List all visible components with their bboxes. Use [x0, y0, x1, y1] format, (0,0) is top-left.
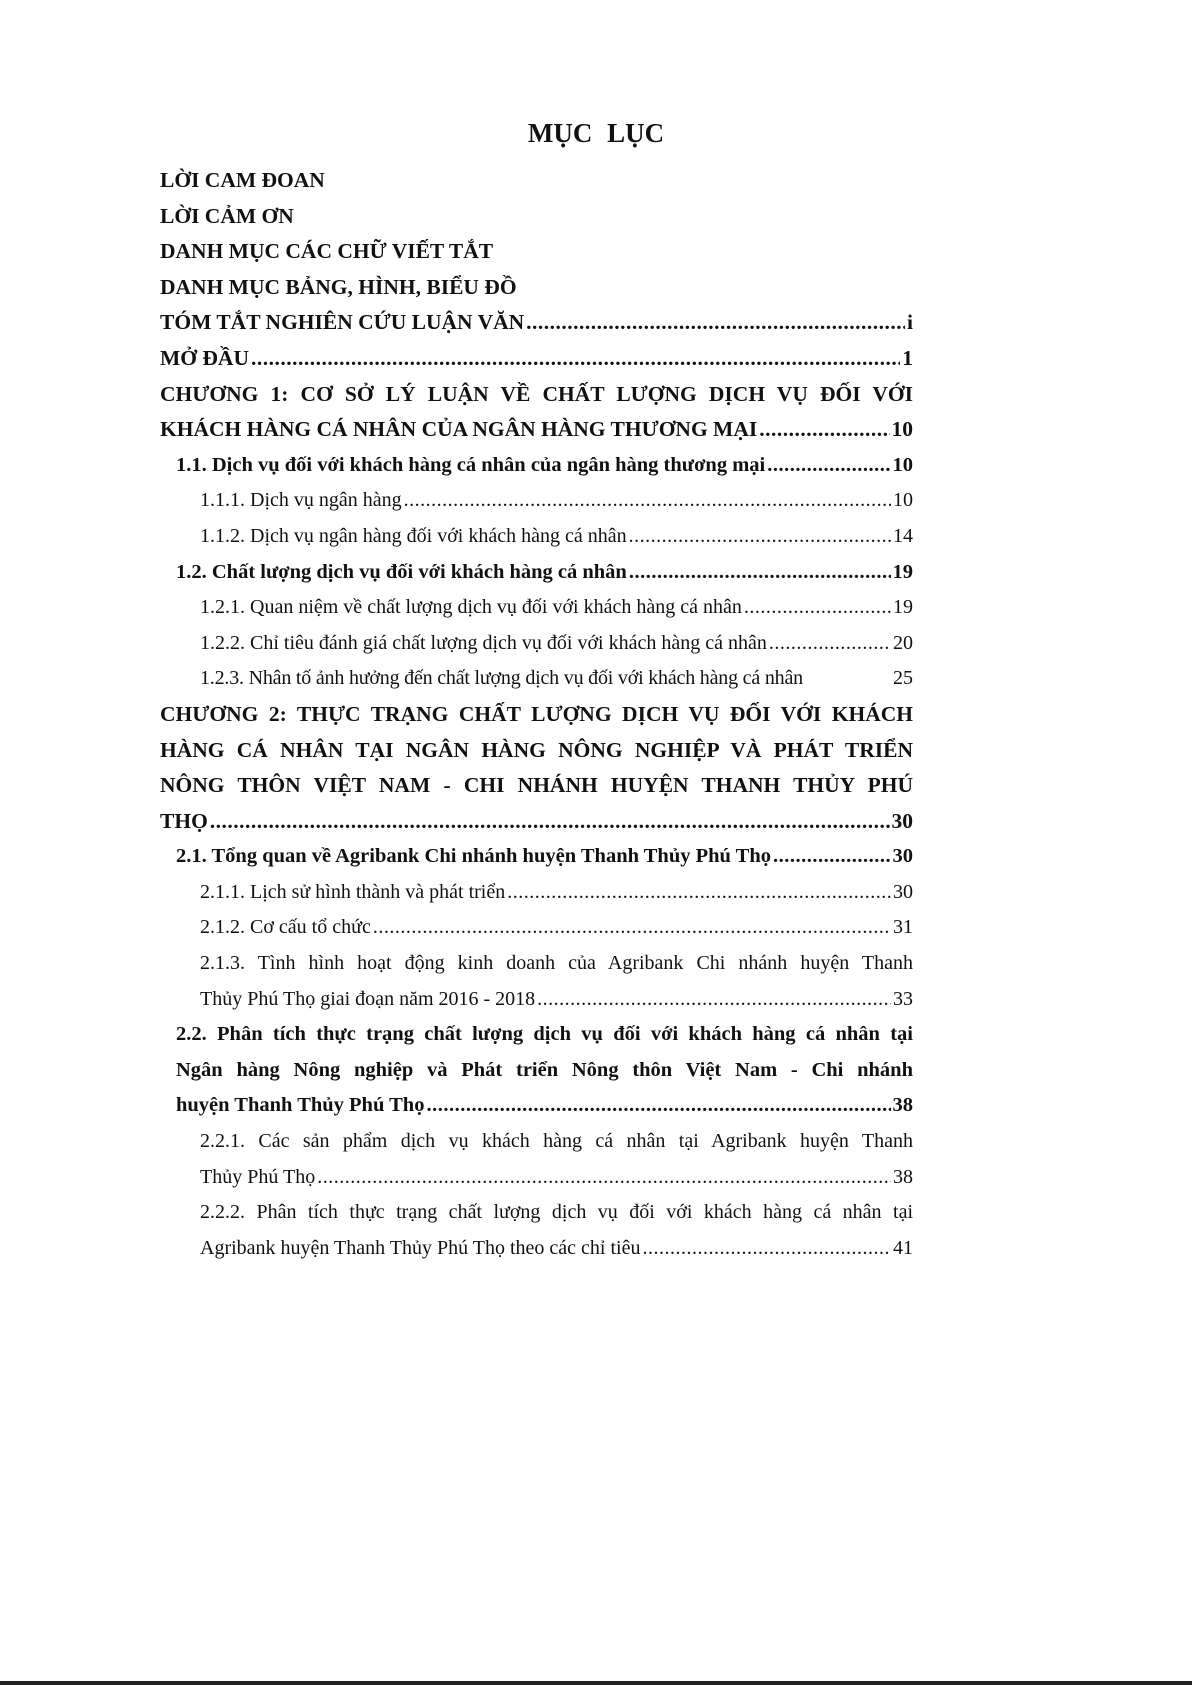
toc-page-number: 30	[892, 845, 913, 868]
toc-entry-line	[160, 982, 913, 1018]
toc-entry-line	[160, 804, 913, 840]
toc-entry-chapter-2[interactable]	[160, 697, 913, 839]
toc-entry-1-2-3[interactable]	[160, 661, 913, 697]
toc-entry-2-2-1[interactable]	[160, 1124, 913, 1195]
toc-page-number: 30	[893, 880, 913, 903]
dot-leader	[526, 305, 905, 341]
toc-page-number: i	[907, 310, 913, 335]
dot-leader	[629, 519, 891, 555]
dot-leader	[251, 341, 900, 377]
toc-entry-text: NÔNG THÔN VIỆT NAM - CHI NHÁNH HUYỆN THANH THỦY PHÚ	[160, 773, 913, 798]
toc-entry-text: 2.1.3. Tình hình hoạt động kinh doanh của Agribank Chi nhánh huyện Thanh	[200, 952, 913, 975]
toc-entry-text: KHÁCH HÀNG CÁ NHÂN CỦA NGÂN HÀNG THƯƠNG MẠI	[160, 417, 758, 442]
toc-entry-line	[160, 1160, 913, 1196]
toc-entry-text: MỞ ĐẦU	[160, 345, 249, 370]
toc-entry-text: 1.1.1. Dịch vụ ngân hàng	[200, 489, 402, 512]
toc-entry-text: LỜI CẢM ƠN	[160, 203, 294, 228]
toc-page-number: 30	[891, 808, 913, 833]
toc-entry-danh-muc-bang[interactable]	[160, 270, 913, 306]
toc-page-number: 38	[893, 1165, 913, 1188]
toc-page-number: 19	[893, 596, 913, 619]
toc-entry-1-1-1[interactable]	[160, 483, 913, 519]
toc-entry-text: 1.2.2. Chỉ tiêu đánh giá chất lượng dịch vụ đối với khách hàng cá nhân	[200, 631, 767, 654]
toc-entry-tom-tat[interactable]	[160, 305, 913, 341]
toc-entry-2-1[interactable]	[160, 839, 913, 875]
toc-entry-loi-cam-doan[interactable]	[160, 163, 913, 199]
toc-entry-2-1-1[interactable]	[160, 875, 913, 911]
toc-entry-text: Thủy Phú Thọ	[200, 1165, 316, 1188]
toc-entry-line	[160, 1088, 913, 1124]
toc-page-number: 41	[893, 1236, 913, 1259]
toc-page-number: 1	[902, 345, 913, 370]
dot-leader	[767, 448, 890, 484]
toc-entry-text: 1.2.3. Nhân tố ảnh hưởng đến chất lượng dịch vụ đối với khách hàng cá nhân	[200, 667, 803, 690]
toc-entry-2-1-3[interactable]	[160, 946, 913, 1017]
dot-leader	[769, 626, 891, 662]
toc-entry-text: huyện Thanh Thủy Phú Thọ	[176, 1094, 425, 1117]
dot-leader	[537, 982, 891, 1018]
toc-entry-text: DANH MỤC CÁC CHỮ VIẾT TẮT	[160, 239, 494, 264]
toc-entry-text: 2.2. Phân tích thực trạng chất lượng dịch vụ đối với khách hàng cá nhân tại	[176, 1023, 913, 1046]
toc-entry-2-2-2[interactable]	[160, 1195, 913, 1266]
toc-entry-text: 1.2.1. Quan niệm về chất lượng dịch vụ đối với khách hàng cá nhân	[200, 596, 742, 619]
toc-entry-1-2-2[interactable]	[160, 626, 913, 662]
toc-entry-text: Thủy Phú Thọ giai đoạn năm 2016 - 2018	[200, 987, 536, 1010]
toc-entry-danh-muc-viet-tat[interactable]	[160, 234, 913, 270]
toc-entry-chapter-1[interactable]	[160, 377, 913, 448]
toc-entry-1-2[interactable]	[160, 555, 913, 591]
dot-leader	[317, 1160, 891, 1196]
toc-page-number: 19	[892, 560, 913, 583]
toc-entry-text: 2.1. Tổng quan về Agribank Chi nhánh huyện Thanh Thủy Phú Thọ	[176, 845, 772, 868]
toc-entry-1-2-1[interactable]	[160, 590, 913, 626]
toc-page-number: 38	[892, 1094, 913, 1117]
toc-entry-2-2[interactable]	[160, 1017, 913, 1124]
page-bottom-edge	[0, 1681, 1192, 1685]
toc-entry-text: 1.2. Chất lượng dịch vụ đối với khách hàng cá nhân	[176, 560, 627, 583]
dot-leader	[744, 590, 891, 626]
dot-leader	[507, 875, 891, 911]
toc-entry-text: CHƯƠNG 1: CƠ SỞ LÝ LUẬN VỀ CHẤT LƯỢNG DỊCH VỤ ĐỐI VỚI	[160, 381, 913, 406]
toc-entry-text: Agribank huyện Thanh Thủy Phú Thọ theo các chỉ tiêu	[200, 1236, 641, 1259]
toc-entry-text: 2.1.2. Cơ cấu tổ chức	[200, 916, 371, 939]
toc-entry-text: HÀNG CÁ NHÂN TẠI NGÂN HÀNG NÔNG NGHIỆP VÀ PHÁT TRIỂN	[160, 737, 913, 762]
toc-entry-text: 2.1.1. Lịch sử hình thành và phát triển	[200, 880, 506, 903]
toc-entry-text: 2.2.1. Các sản phẩm dịch vụ khách hàng cá nhân tại Agribank huyện Thanh	[200, 1130, 913, 1153]
toc-page-number: 10	[893, 489, 913, 512]
dot-leader	[759, 412, 889, 448]
toc-entry-1-1[interactable]	[160, 448, 913, 484]
toc-entry-2-1-2[interactable]	[160, 910, 913, 946]
dot-leader	[404, 483, 891, 519]
toc-entry-text: THỌ	[160, 808, 208, 833]
toc-page-number: 20	[893, 631, 913, 654]
toc-entry-text: 1.1.2. Dịch vụ ngân hàng đối với khách hàng cá nhân	[200, 524, 627, 547]
toc-page-number: 31	[893, 916, 913, 939]
dot-leader	[210, 804, 890, 840]
toc-entry-text: Ngân hàng Nông nghiệp và Phát triển Nông thôn Việt Nam - Chi nhánh	[176, 1058, 913, 1081]
dot-leader	[642, 1231, 891, 1267]
toc-entry-line	[160, 412, 913, 448]
toc-page-number: 25	[893, 667, 913, 690]
toc-entry-text: DANH MỤC BẢNG, HÌNH, BIỂU ĐỒ	[160, 274, 517, 299]
toc-entry-line	[160, 1231, 913, 1267]
dot-leader	[373, 910, 891, 946]
dot-leader	[773, 839, 890, 875]
toc-entry-1-1-2[interactable]	[160, 519, 913, 555]
toc-page-number: 33	[893, 987, 913, 1010]
toc-entry-mo-dau[interactable]	[160, 341, 913, 377]
toc-entry-text: CHƯƠNG 2: THỰC TRẠNG CHẤT LƯỢNG DỊCH VỤ ĐỐI VỚI KHÁCH	[160, 701, 913, 726]
dot-leader	[629, 555, 891, 591]
toc-entry-text: 2.2.2. Phân tích thực trạng chất lượng dịch vụ đối với khách hàng cá nhân tại	[200, 1201, 913, 1224]
dot-leader	[426, 1088, 890, 1124]
toc-page-number: 10	[891, 417, 913, 442]
toc-entry-loi-cam-on[interactable]	[160, 199, 913, 235]
toc-page-number: 14	[893, 524, 913, 547]
toc-entry-text: 1.1. Dịch vụ đối với khách hàng cá nhân của ngân hàng thương mại	[176, 453, 766, 476]
table-of-contents	[160, 163, 913, 1266]
toc-page-number: 10	[892, 453, 913, 476]
toc-entry-text: TÓM TẮT NGHIÊN CỨU LUẬN VĂN	[160, 310, 525, 335]
toc-title: MỤC LỤC	[527, 118, 665, 148]
toc-entry-text: LỜI CAM ĐOAN	[160, 168, 325, 192]
